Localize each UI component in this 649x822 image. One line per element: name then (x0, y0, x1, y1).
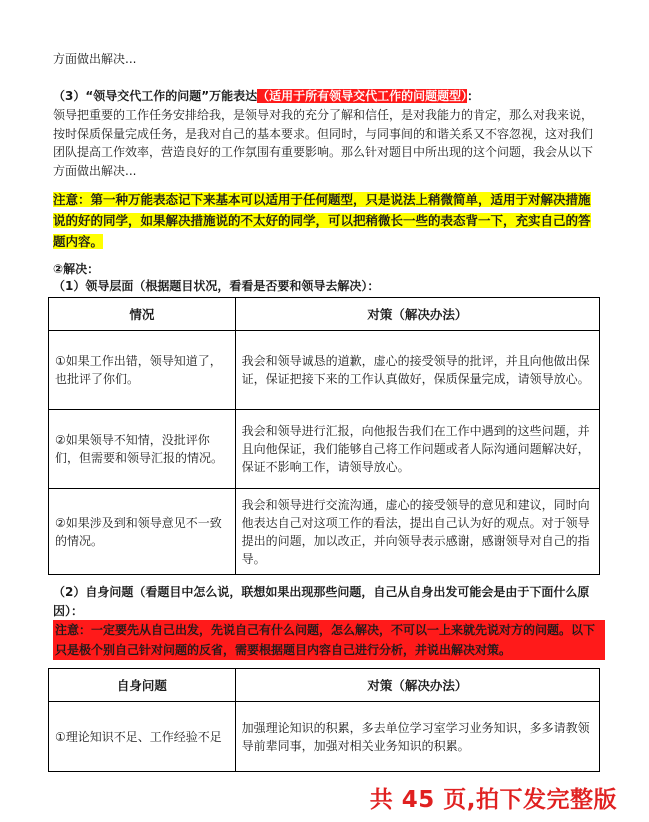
column-header: 对策（解决办法） (235, 298, 599, 331)
section3-heading-end: ： (467, 89, 480, 103)
section3-note-tag: （适用于所有领导交代工作的问题题型） (257, 89, 468, 103)
situation-cell: ②如果领导不知情，没批评你们，但需要和领导汇报的情况。 (49, 410, 236, 489)
solution-heading: ②解决： (53, 262, 100, 276)
situation-cell: ②如果涉及到和领导意见不一致的情况。 (49, 489, 236, 575)
column-header: 对策（解决办法） (235, 669, 599, 702)
footer-banner: 共 45 页,拍下发完整版 (369, 787, 617, 813)
notice-paragraph (53, 189, 601, 252)
column-header: 情况 (49, 298, 236, 331)
self-level-table (48, 668, 600, 772)
table-row (49, 702, 600, 772)
situation-cell: ①如果工作出错，领导知道了，也批评了你们。 (49, 331, 236, 410)
solution-cell: 我会和领导诚恳的道歉，虚心的接受领导的批评，并且向他做出保证，保证把接下来的工作认真做好，保质保量完成，请领导放心。 (235, 331, 599, 410)
table-header-row (49, 669, 600, 702)
solution-cell: 我会和领导进行交流沟通，虚心的接受领导的意见和建议，同时向他表达自己对这项工作的看法，提出自己认为好的观点。对于领导提出的问题，加以改正，并向领导表示感谢，感谢领导对自己的指导。 (235, 489, 599, 575)
leader-level-heading: （1）领导层面（根据题目状况，看看是否要和领导去解决）： (53, 279, 380, 293)
section3-heading (53, 86, 479, 106)
notice-text: 注意：第一种万能表态记下来基本可以适用于任何题型，只是说法上稍微简单，适用于对解决措施说的好的同学，如果解决措施说的不太好的同学，可以把稍微长一些的表态背一下，充实自己的答题内容。 (53, 192, 591, 249)
column-header: 自身问题 (49, 669, 236, 702)
solution-cell: 加强理论知识的积累，多去单位学习室学习业务知识，多多请教领导前辈同事，加强对相关业务知识的积累。 (235, 702, 599, 772)
section3-heading-text: （3）“领导交代工作的问题”万能表达 (53, 89, 258, 103)
self-level-warning: 注意：一定要先从自己出发，先说自己有什么问题，怎么解决，不可以一上来就先说对方的问题。以下只是极个别自己针对问题的反省，需要根据题目内容自己进行分析，并说出解决对策。 (53, 620, 605, 660)
self-level-heading: （2）自身问题（看题目中怎么说，联想如果出现那些问题，自己从自身出发可能会是由于下面什么原因）： (53, 585, 590, 618)
solution-cell: 我会和领导进行汇报，向他报告我们在工作中遇到的这些问题，并且向他保证，我们能够自己将工作问题或者人际沟通问题解决好，保证不影响工作，请领导放心。 (235, 410, 599, 489)
problem-cell: ①理论知识不足、工作经验不足 (49, 702, 236, 772)
table-row (49, 410, 600, 489)
table-row (49, 489, 600, 575)
intro-line: 方面做出解决... (53, 52, 137, 66)
table-header-row (49, 298, 600, 331)
leader-level-table (48, 297, 600, 575)
section3-body: 领导把重要的工作任务安排给我，是领导对我的充分了解和信任，是对我能力的肯定，那么对我来说，按时保质保量完成任务，是我对自己的基本要求。但同时，与同事间的和谐关系又不容忽视，这对我们团队提高工作效率，营造良好的工作氛围有重要影响。那么针对题目中所出现的这个问题，我会从以下方面做出解决... (53, 108, 594, 178)
table-row (49, 331, 600, 410)
